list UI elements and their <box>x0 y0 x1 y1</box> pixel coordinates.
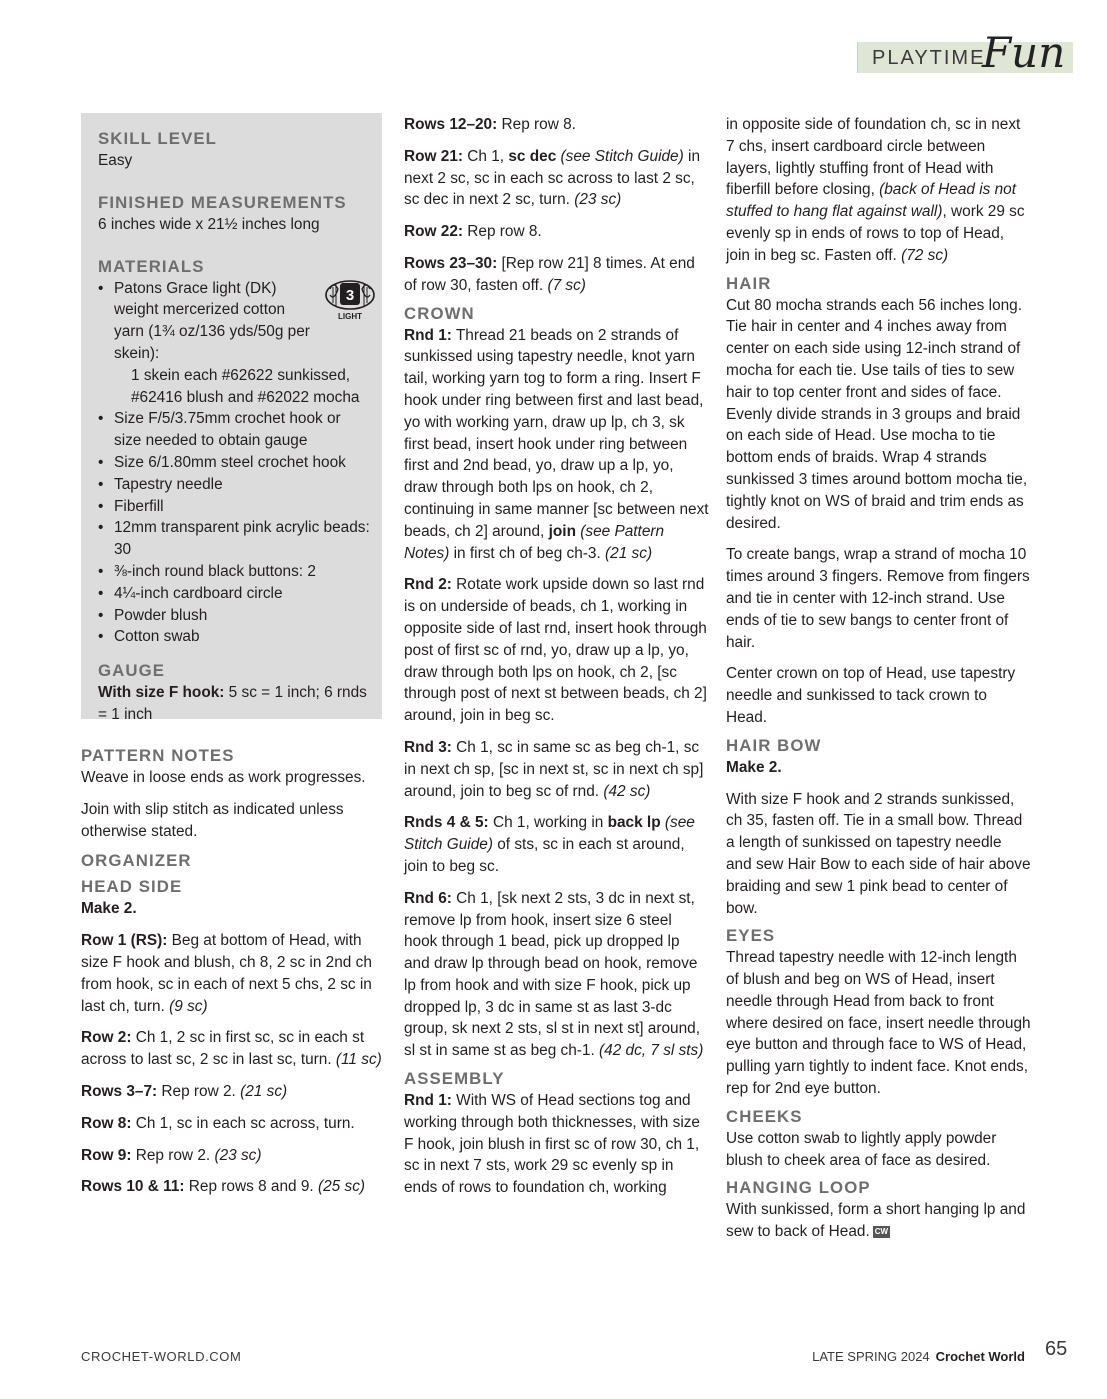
section-label: PLAYTIME <box>872 47 986 69</box>
eyes-p1: Thread tapestry needle with 12-inch length of blush and beg on WS of Head, insert needle through Head from back to front where desired on face, insert needle through eye button and through face to WS of Head, pulling yarn tightly to indent face. Knot ends, rep for 2nd eye button. <box>726 949 1031 1098</box>
row-21: Row 21: Ch 1, sc dec (see Stitch Guide) in next 2 sc, sc in each sc across to last 2 sc, sc dec in next 2 sc, turn. (23 sc) <box>404 147 701 209</box>
pattern-notes-heading: PATTERN NOTES <box>81 746 235 765</box>
materials-heading: MATERIALS <box>98 256 205 276</box>
crown-rnd-6: Rnd 6: Ch 1, [sk next 2 sts, 3 dc in next st, remove lp from hook, insert size 6 steel hook through 1 bead, pick up dropped lp and draw lp through bead on hook, remove lp from hook and with size F hook, pick up dropped lp, 3 dc in same st as last 3-dc group, sk next 2 sts, sl st in next st] around, sl st in same st as beg ch-1. (42 dc, 7 sl sts) <box>404 889 704 1060</box>
hair-bow-p1: With size F hook and 2 strands sunkissed, ch 35, fasten off. Tie in a small bow. Thread a length of sunkissed on tapestry needle and sew Hair Bow to each side of hair above braiding and sew 1 pink bead to center of bow. <box>726 790 1031 917</box>
materials-item: • Size 6/1.80mm steel crochet hook <box>98 452 372 474</box>
row-9: Row 9: Rep row 2. (23 sc) <box>81 1146 262 1164</box>
pattern-notes-p2: Join with slip stitch as indicated unless otherwise stated. <box>81 800 344 840</box>
finished-measurements-heading: FINISHED MEASUREMENTS <box>98 192 347 212</box>
yarn-weight-label: LIGHT <box>338 312 362 321</box>
crown-rnd-1: Rnd 1: Thread 21 beads on 2 strands of sunkissed using tapestry needle, knot yarn tail, working yarn tog to form a ring. Insert F hook under ring between first and last bead, yo with working yarn, draw up lp, ch 3, sk first bead, insert hook under ring between first and 2nd bead, yo, draw up a lp, yo, draw through both lps on hook, ch 2, continuing in same manner [sc between next beads, ch 2] around, join (see Pattern Notes) in first ch of beg ch-3. (21 sc) <box>404 326 709 562</box>
materials-list <box>98 278 372 649</box>
materials-item: • Powder blush <box>98 605 372 627</box>
materials-item: • Tapestry needle <box>98 474 372 496</box>
materials-item: • Patons Grace light (DK) weight mercerized cotton yarn (1¾ oz/136 yds/50g per skein): <box>98 278 372 365</box>
column-3 <box>726 114 1031 1253</box>
gauge-text: With size F hook: 5 sc = 1 inch; 6 rnds = 1 inch <box>98 684 367 723</box>
hair-heading: HAIR <box>726 273 772 293</box>
row-22: Row 22: Rep row 8. <box>404 223 542 241</box>
row-8: Row 8: Ch 1, sc in each sc across, turn. <box>81 1114 355 1132</box>
head-side-heading: HEAD SIDE <box>81 877 183 897</box>
cheeks-heading: CHEEKS <box>726 1106 803 1126</box>
hanging-loop-heading: HANGING LOOP <box>726 1178 871 1198</box>
gauge-heading: GAUGE <box>98 661 166 681</box>
info-box <box>81 113 382 723</box>
hair-p2: To create bangs, wrap a strand of mocha 10 times around 3 fingers. Remove from fingers and tie in center with 12-inch strand. Use ends of tie to sew bangs to center front of hair. <box>726 546 1030 651</box>
assembly-heading: ASSEMBLY <box>404 1069 505 1089</box>
eyes-heading: EYES <box>726 926 776 946</box>
organizer-heading: ORGANIZER <box>81 851 192 871</box>
crown-rnd-3: Rnd 3: Ch 1, sc in same sc as beg ch-1, sc in next ch sp, [sc in next st, sc in next ch sp] around, join to beg sc of rnd. (42 sc) <box>404 738 704 800</box>
row-1: Row 1 (RS): Beg at bottom of Head, with size F hook and blush, ch 8, 2 sc in 2nd ch from hook, sc in each of next 5 chs, 2 sc in last ch, turn. (9 sc) <box>81 932 372 1015</box>
materials-item: • ⅜-inch round black buttons: 2 <box>98 561 372 583</box>
assembly-continued: in opposite side of foundation ch, sc in next 7 chs, insert cardboard circle between layers, lightly stuffing front of Head with fiberfill before closing, (back of Head is not stuffed to hang flat against wall), work 29 sc evenly sp in ends of rows to top of Head, join in beg sc. Fasten off. (72 sc) <box>726 116 1025 264</box>
rows-23-30: Rows 23–30: [Rep row 21] 8 times. At end of row 30, fasten off. (7 sc) <box>404 254 695 294</box>
materials-subitem: 1 skein each #62622 sunkissed, #62416 blush and #62022 mocha <box>131 366 360 406</box>
row-2: Row 2: Ch 1, 2 sc in first sc, sc in each st across to last sc, 2 sc in last sc, turn. (11 sc) <box>81 1029 382 1069</box>
hair-p1: Cut 80 mocha strands each 56 inches long. Tie hair in center and 4 inches away from center on each side using 12-inch strand of mocha for each tie. Use tails of ties to sew hair to top center front and sides of face. Evenly divide strands in 3 groups and braid on each side of Head. Use mocha to tie bottom ends of braids. Wrap 4 strands sunkissed 3 times around bottom mocha tie, tightly knot on WS of braid and trim ends as desired. <box>726 296 1028 532</box>
footer-magazine: Crochet World <box>935 1349 1025 1364</box>
page-number: 65 <box>1045 1338 1068 1360</box>
head-side-make: Make 2. <box>81 900 137 918</box>
hair-bow-heading: HAIR BOW <box>726 735 822 755</box>
rows-12-20: Rows 12–20: Rep row 8. <box>404 116 576 133</box>
crown-rnd-2: Rnd 2: Rotate work upside down so last rnd is on underside of beads, ch 1, working in opposite side of last rnd, insert hook through post of first sc of rnd, yo, draw up a lp, yo, draw through both lps on hook, ch 2, [sc through post of next st between beads, ch 2] around, join in beg sc. <box>404 576 707 725</box>
hair-p3: Center crown on top of Head, use tapestry needle and sunkissed to tack crown to Head. <box>726 665 1016 726</box>
materials-item: • Fiberfill <box>98 496 372 518</box>
materials-item: • Size F/5/3.75mm crochet hook or size needed to obtain gauge <box>98 408 372 452</box>
section-header-tab <box>857 28 1073 77</box>
yarn-weight-number: 3 <box>345 287 355 304</box>
materials-item: • Cotton swab <box>98 626 372 648</box>
section-script-word: Fun <box>982 28 1066 77</box>
crown-heading: CROWN <box>404 303 475 323</box>
skill-level-text: Easy <box>98 152 133 169</box>
hair-bow-make: Make 2. <box>726 758 782 776</box>
materials-item: • 4¼-inch cardboard circle <box>98 583 372 605</box>
pattern-notes-p1: Weave in loose ends as work progresses. <box>81 769 366 786</box>
hanging-loop-p1: With sunkissed, form a short hanging lp and sew to back of Head. CW <box>726 1201 1026 1241</box>
cw-end-badge: CW <box>874 1227 889 1237</box>
footer-issue: LATE SPRING 2024 Crochet World <box>812 1349 1025 1364</box>
rows-3-7: Rows 3–7: Rep row 2. (21 sc) <box>81 1082 288 1100</box>
finished-measurements-text: 6 inches wide x 21½ inches long <box>98 215 320 233</box>
column-1 <box>81 113 382 1208</box>
materials-item: • 12mm transparent pink acrylic beads: 30 <box>98 517 372 561</box>
skill-level-heading: SKILL LEVEL <box>98 129 218 148</box>
column-2 <box>404 114 709 1209</box>
assembly-rnd-1: Rnd 1: With WS of Head sections tog and working through both thicknesses, with size F hook, join blush in first sc of row 30, ch 1, sc in next 7 sts, work 29 sc evenly sp in ends of rows to foundation ch, working <box>404 1092 700 1197</box>
rows-10-11: Rows 10 & 11: Rep rows 8 and 9. (25 sc) <box>81 1178 366 1196</box>
crown-rnds-4-5: Rnds 4 & 5: Ch 1, working in back lp (see Stitch Guide) of sts, sc in each st around, join to beg sc. <box>404 814 695 875</box>
footer-website: CROCHET-WORLD.COM <box>81 1349 242 1364</box>
cheeks-p1: Use cotton swab to lightly apply powder blush to cheek area of face as desired. <box>726 1129 997 1169</box>
